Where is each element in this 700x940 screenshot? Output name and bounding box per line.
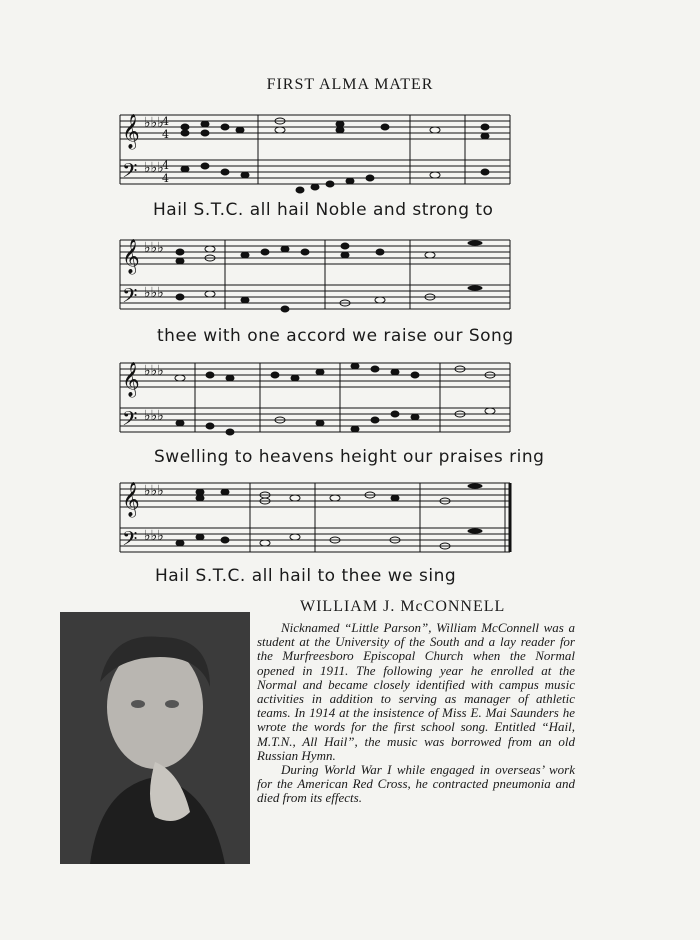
svg-text:4: 4 (162, 159, 169, 172)
bio-paragraph-2: During World War I while engaged in overseas’ work for the American Red Cross, he contracted pneumonia and died from its effects. (257, 762, 575, 806)
svg-text:♭♭♭: ♭♭♭ (144, 160, 164, 176)
svg-text:♭♭♭: ♭♭♭ (144, 115, 164, 131)
person-name: WILLIAM J. McCONNELL (300, 598, 506, 615)
lyric-line-4: Hail S.T.C. all hail to thee we sing (155, 566, 457, 586)
svg-text:♭♭♭: ♭♭♭ (144, 483, 164, 499)
svg-text:♭♭♭: ♭♭♭ (144, 240, 164, 256)
page-title: FIRST ALMA MATER (266, 76, 434, 93)
svg-text:𝄞: 𝄞 (122, 482, 140, 517)
music-system-4 (120, 482, 510, 555)
svg-text:♭♭♭: ♭♭♭ (144, 363, 164, 379)
biography (257, 621, 575, 806)
svg-text:4: 4 (162, 172, 169, 185)
svg-text:𝄞: 𝄞 (122, 114, 140, 149)
svg-text:𝄞: 𝄞 (122, 239, 140, 274)
music-system-2 (120, 239, 510, 312)
svg-text:♭♭♭: ♭♭♭ (144, 285, 164, 301)
music-system-1 (120, 114, 510, 193)
lyric-line-1: Hail S.T.C. all hail Noble and strong to (153, 200, 494, 220)
svg-text:4: 4 (162, 115, 169, 128)
svg-text:𝄢: 𝄢 (122, 284, 138, 312)
lyric-line-2: thee with one accord we raise our Song (157, 326, 514, 346)
bio-paragraph-1: Nicknamed “Little Parson”, William McConnell was a student at the University of the South and a lay reader for the Murfreesboro Episcopal Church when the Normal opened in 1911. The following year he enrolled at the Normal and became closely identified with campus music activities in addition to serving as manager of athletic teams. In 1914 at the insistence of Miss E. Mai Saunders he wrote the words for the first school song. Entitled “Hail, M.T.N., All Hail”, the music was borrowed from an old Russian Hymn. (257, 620, 575, 763)
svg-text:♭♭♭: ♭♭♭ (144, 528, 164, 544)
svg-text:𝄞: 𝄞 (122, 362, 140, 397)
svg-text:𝄢: 𝄢 (122, 159, 138, 187)
svg-text:𝄢: 𝄢 (122, 527, 138, 555)
portrait-photo (60, 612, 250, 864)
music-system-3 (120, 362, 510, 435)
lyric-line-3: Swelling to heavens height our praises ring (154, 447, 545, 467)
svg-text:𝄢: 𝄢 (122, 407, 138, 435)
svg-text:4: 4 (162, 128, 169, 141)
svg-text:♭♭♭: ♭♭♭ (144, 408, 164, 424)
